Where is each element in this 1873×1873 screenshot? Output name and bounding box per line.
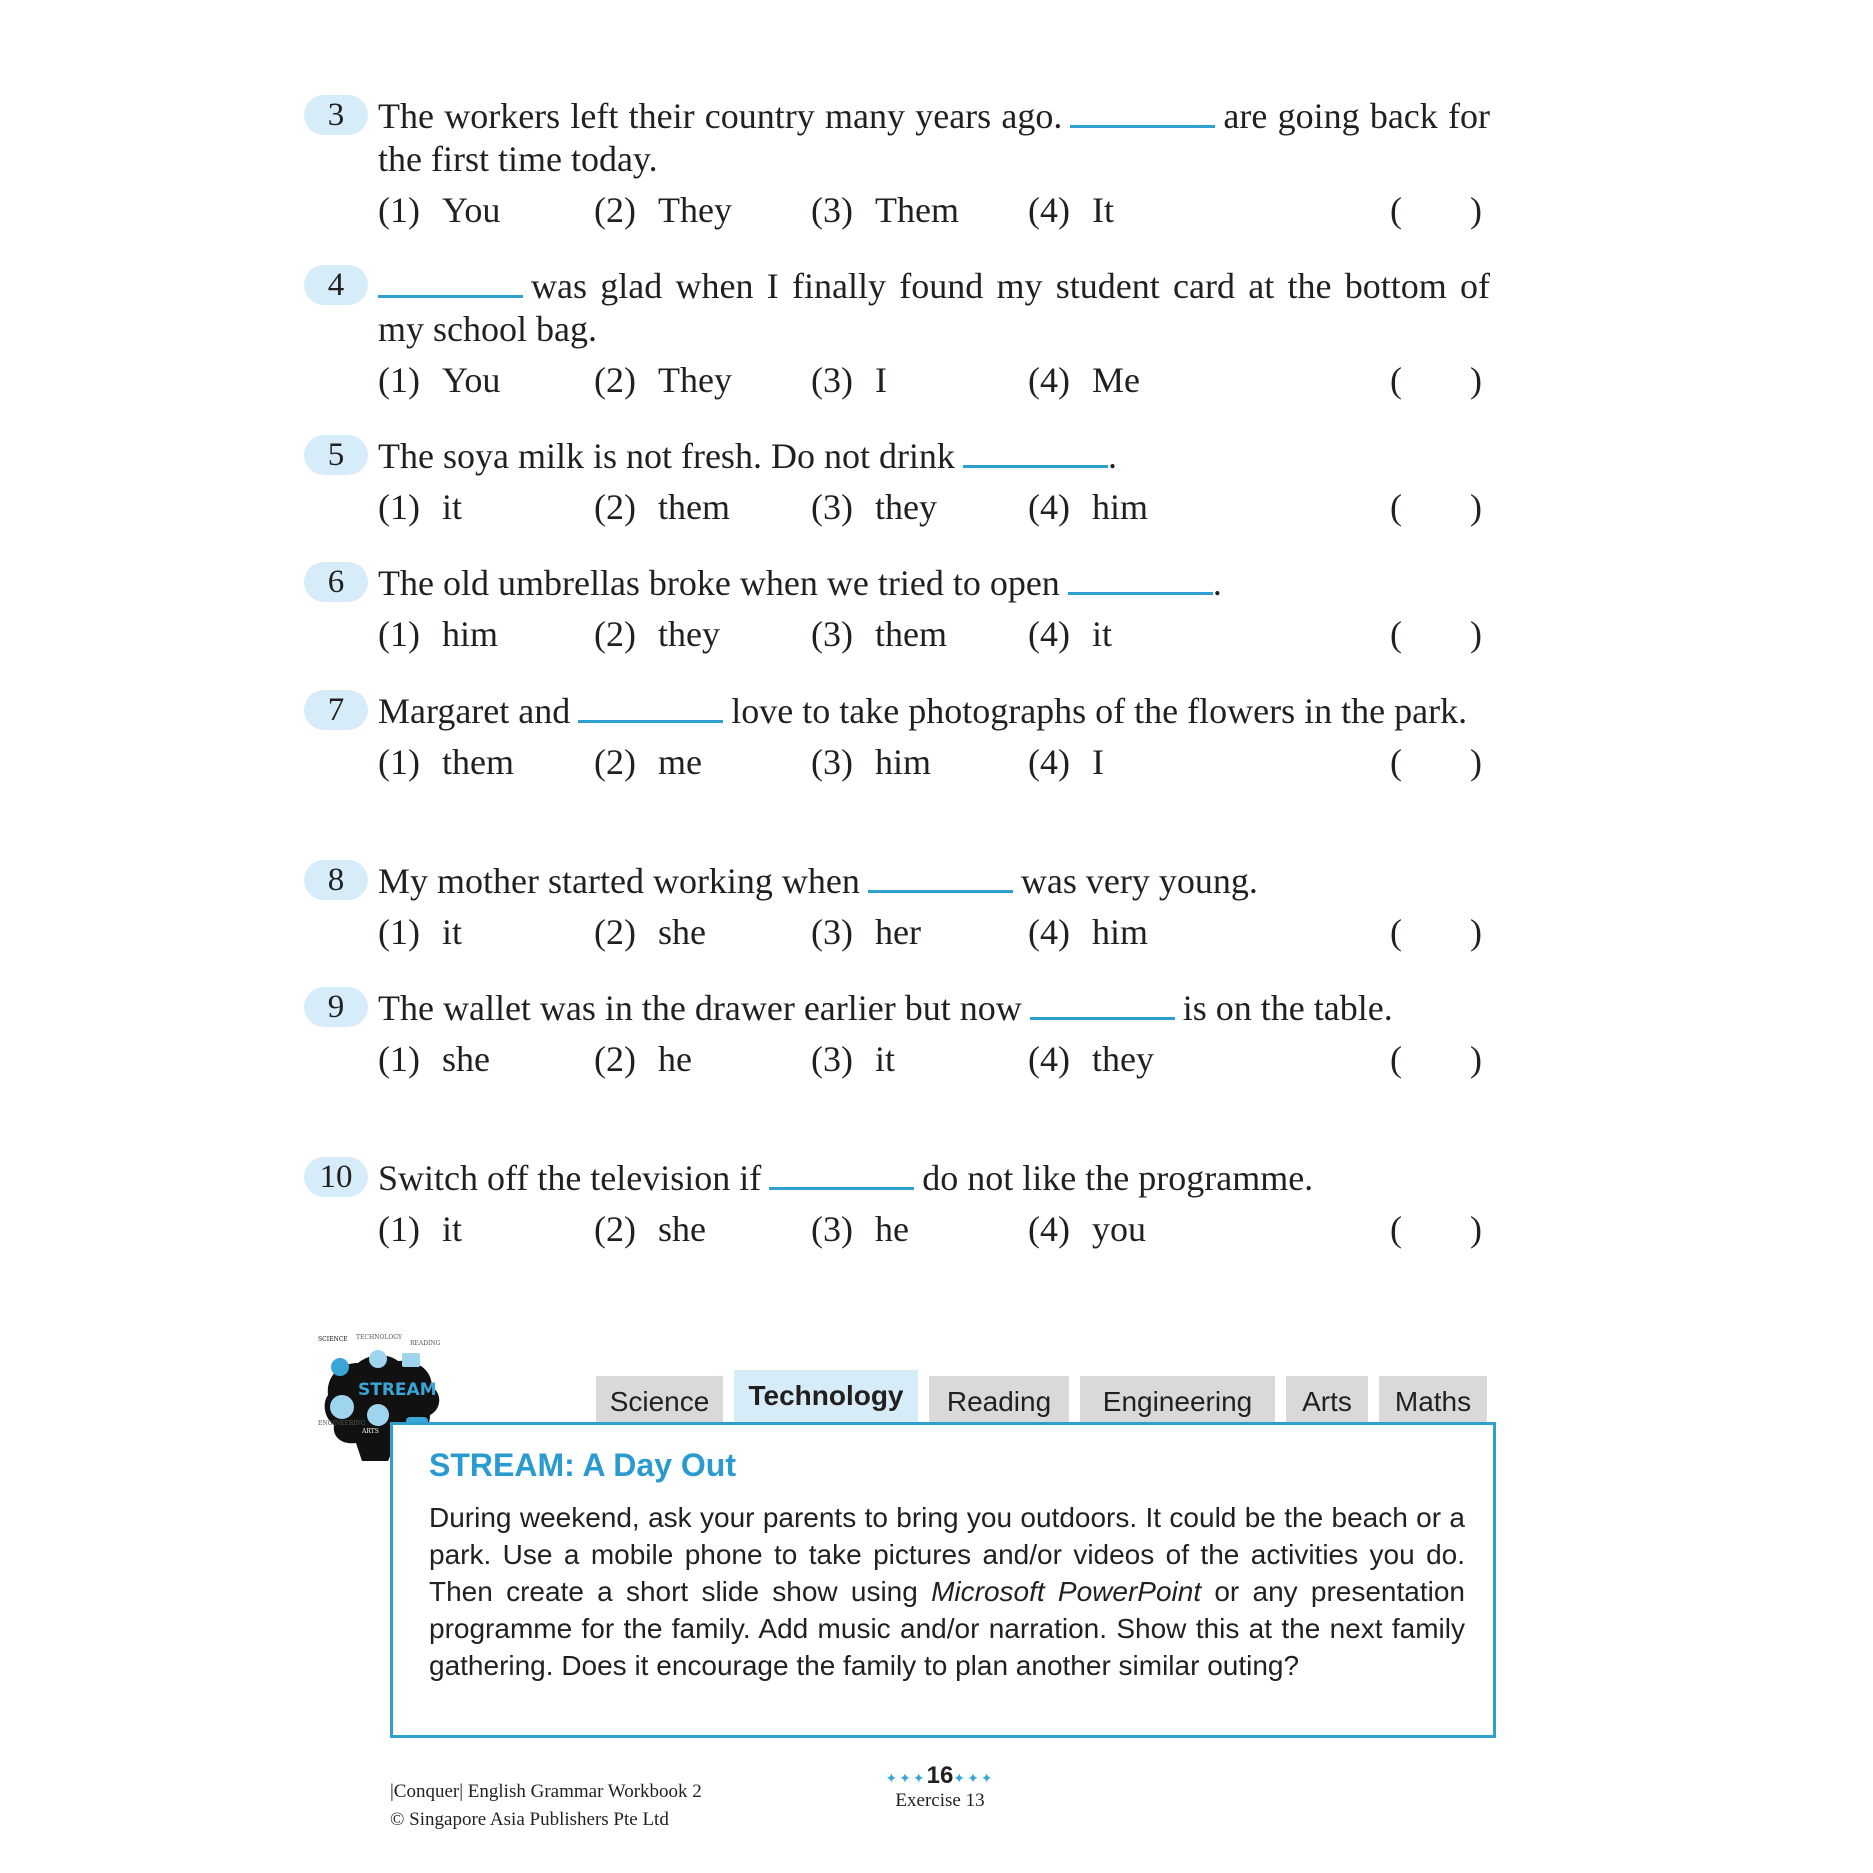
close-paren: ) — [1470, 912, 1482, 952]
question-item — [327, 860, 1490, 954]
question-text-before: Switch off the television if — [378, 1158, 762, 1198]
question-number: 5 — [304, 435, 368, 475]
option-number: (2) — [594, 912, 636, 952]
svg-text:TECHNOLOGY: TECHNOLOGY — [356, 1334, 402, 1341]
question-text — [378, 95, 1490, 181]
question-text-after: are going back for the first time today. — [378, 96, 1490, 179]
option-number: (3) — [811, 190, 853, 230]
option-number: (1) — [378, 614, 420, 654]
close-paren: ) — [1470, 1039, 1482, 1079]
option-3[interactable] — [811, 188, 959, 232]
option-3[interactable] — [811, 485, 937, 529]
question-item — [319, 1157, 1490, 1251]
exercise-label: Exercise 13 — [895, 1790, 985, 1811]
stream-activity-box — [390, 1422, 1496, 1738]
open-paren: ( — [1390, 190, 1402, 230]
option-text: me — [658, 742, 702, 782]
option-number: (1) — [378, 1039, 420, 1079]
star-decoration: ✦✦✦ — [953, 1772, 995, 1787]
question-text-after: . — [1107, 436, 1117, 476]
option-text: her — [875, 912, 921, 952]
option-number: (3) — [811, 487, 853, 527]
option-4[interactable] — [1028, 485, 1148, 529]
option-row — [378, 358, 1490, 402]
option-3[interactable] — [811, 740, 931, 784]
option-number: (3) — [811, 742, 853, 782]
question-item — [327, 435, 1490, 529]
question-text — [378, 860, 1490, 903]
question-number: 4 — [304, 265, 368, 305]
option-1[interactable] — [378, 188, 500, 232]
option-number: (4) — [1028, 360, 1070, 400]
question-text-before: Margaret and — [378, 691, 571, 731]
option-2[interactable] — [594, 910, 706, 954]
option-number: (4) — [1028, 742, 1070, 782]
option-number: (2) — [594, 1039, 636, 1079]
answer-blank[interactable] — [769, 1161, 914, 1190]
question-text-before: My mother started working when — [378, 861, 860, 901]
option-4[interactable] — [1028, 1207, 1146, 1251]
option-1[interactable] — [378, 1207, 462, 1251]
option-2[interactable] — [594, 1037, 692, 1081]
answer-blank[interactable] — [868, 864, 1013, 893]
answer-blank[interactable] — [1068, 566, 1213, 595]
option-text: he — [875, 1209, 909, 1249]
option-text: them — [658, 487, 730, 527]
option-text: Me — [1092, 360, 1140, 400]
question-number: 6 — [304, 562, 368, 602]
option-2[interactable] — [594, 1207, 706, 1251]
question-text-after: . — [1212, 563, 1222, 603]
option-2[interactable] — [594, 740, 702, 784]
answer-blank[interactable] — [578, 694, 723, 723]
option-row — [378, 910, 1490, 954]
option-text: you — [1092, 1209, 1146, 1249]
tab-maths[interactable]: Maths — [1379, 1376, 1487, 1422]
option-4[interactable] — [1028, 740, 1104, 784]
option-text: them — [875, 614, 947, 654]
option-2[interactable] — [594, 612, 720, 656]
tab-science[interactable]: Science — [596, 1376, 723, 1422]
question-item — [327, 95, 1490, 232]
question-text — [378, 435, 1490, 478]
option-number: (2) — [594, 1209, 636, 1249]
footer-page — [870, 1762, 1010, 1812]
close-paren: ) — [1470, 614, 1482, 654]
close-paren: ) — [1470, 487, 1482, 527]
close-paren: ) — [1470, 1209, 1482, 1249]
option-4[interactable] — [1028, 358, 1140, 402]
option-text: she — [658, 912, 706, 952]
svg-text:ARTS: ARTS — [362, 1428, 379, 1435]
question-text-before: The workers left their country many years ago. — [378, 96, 1063, 136]
option-text: You — [442, 190, 501, 230]
close-paren: ) — [1470, 190, 1482, 230]
option-1[interactable] — [378, 1037, 490, 1081]
tab-reading[interactable]: Reading — [929, 1376, 1069, 1422]
option-4[interactable] — [1028, 1037, 1154, 1081]
option-text: Them — [875, 190, 959, 230]
question-text-after: love to take photographs of the flowers in the park. — [731, 691, 1468, 731]
option-number: (3) — [811, 1039, 853, 1079]
close-paren: ) — [1470, 742, 1482, 782]
book-title: |Conquer| English Grammar Workbook 2 — [390, 1781, 702, 1802]
option-number: (2) — [594, 742, 636, 782]
open-paren: ( — [1390, 912, 1402, 952]
question-text-before: The wallet was in the drawer earlier but now — [378, 988, 1022, 1028]
question-number: 8 — [304, 860, 368, 900]
svg-text:SCIENCE: SCIENCE — [318, 1336, 348, 1343]
answer-blank[interactable] — [1070, 99, 1215, 128]
answer-blank[interactable] — [963, 439, 1108, 468]
open-paren: ( — [1390, 1209, 1402, 1249]
option-1[interactable] — [378, 485, 462, 529]
tab-technology[interactable]: Technology — [734, 1370, 918, 1422]
option-row — [378, 1037, 1490, 1081]
option-text: she — [658, 1209, 706, 1249]
option-text: It — [1092, 190, 1114, 230]
option-text: he — [658, 1039, 692, 1079]
option-number: (2) — [594, 190, 636, 230]
option-row — [378, 188, 1490, 232]
option-1[interactable] — [378, 358, 500, 402]
option-number: (1) — [378, 742, 420, 782]
close-paren: ) — [1470, 360, 1482, 400]
question-item — [327, 690, 1490, 784]
option-1[interactable] — [378, 740, 514, 784]
option-text: him — [442, 614, 499, 654]
option-4[interactable] — [1028, 188, 1114, 232]
svg-text:READING: READING — [410, 1340, 441, 1347]
question-text — [378, 987, 1490, 1030]
option-text: them — [442, 742, 514, 782]
option-3[interactable] — [811, 910, 921, 954]
option-number: (4) — [1028, 190, 1070, 230]
question-text-after: was very young. — [1020, 861, 1258, 901]
option-1[interactable] — [378, 612, 498, 656]
option-text: they — [658, 614, 720, 654]
option-row — [378, 612, 1490, 656]
option-number: (1) — [378, 190, 420, 230]
open-paren: ( — [1390, 614, 1402, 654]
question-text — [378, 562, 1490, 605]
page-number: 16 — [926, 1762, 954, 1789]
option-text: They — [658, 360, 732, 400]
option-text: she — [442, 1039, 490, 1079]
option-2[interactable] — [594, 485, 730, 529]
option-number: (4) — [1028, 487, 1070, 527]
option-number: (1) — [378, 360, 420, 400]
option-number: (2) — [594, 360, 636, 400]
option-3[interactable] — [811, 1037, 895, 1081]
stream-body: During weekend, ask your parents to bring you outdoors. It could be the beach or a park. Use a mobile phone to take pictures and/or videos of the activities you do. Then create a short slide show using Microsoft PowerPoint or any presentation programme for the family. Add music and/or narration. Show this at the next family gathering. Does it encourage the family to plan another similar outing? — [429, 1502, 1466, 1681]
option-text: You — [442, 360, 501, 400]
question-text-before: The old umbrellas broke when we tried to open — [378, 563, 1060, 603]
option-text: him — [1092, 912, 1149, 952]
open-paren: ( — [1390, 1039, 1402, 1079]
question-item — [327, 987, 1490, 1081]
question-number: 10 — [304, 1157, 368, 1197]
question-text-after: do not like the programme. — [922, 1158, 1314, 1198]
option-number: (4) — [1028, 614, 1070, 654]
option-3[interactable] — [811, 612, 947, 656]
question-text-after: is on the table. — [1182, 988, 1393, 1028]
option-text: it — [442, 1209, 463, 1249]
option-text: they — [875, 487, 937, 527]
question-text — [378, 1157, 1490, 1200]
tab-arts[interactable]: Arts — [1286, 1376, 1368, 1422]
option-text: him — [1092, 487, 1149, 527]
star-decoration: ✦✦✦ — [885, 1772, 927, 1787]
question-item — [327, 562, 1490, 656]
stream-title: STREAM: A Day Out — [429, 1447, 736, 1483]
question-text — [378, 265, 1490, 351]
option-number: (4) — [1028, 1209, 1070, 1249]
option-text: I — [875, 360, 887, 400]
option-number: (3) — [811, 912, 853, 952]
option-row — [378, 485, 1490, 529]
footer-publisher — [390, 1778, 702, 1834]
question-text-before: The soya milk is not fresh. Do not drink — [378, 436, 955, 476]
option-1[interactable] — [378, 910, 462, 954]
option-number: (3) — [811, 614, 853, 654]
question-number: 3 — [304, 95, 368, 135]
option-2[interactable] — [594, 188, 732, 232]
option-4[interactable] — [1028, 612, 1112, 656]
open-paren: ( — [1390, 742, 1402, 782]
option-number: (1) — [378, 1209, 420, 1249]
option-text: it — [1092, 614, 1113, 654]
option-number: (1) — [378, 487, 420, 527]
question-number: 7 — [304, 690, 368, 730]
option-text: they — [1092, 1039, 1154, 1079]
option-3[interactable] — [811, 1207, 909, 1251]
question-text-after: was glad when I finally found my student card at the bottom of my school bag. — [378, 266, 1490, 349]
option-number: (3) — [811, 1209, 853, 1249]
option-3[interactable] — [811, 358, 887, 402]
stream-logo-text: STREAM — [358, 1380, 437, 1400]
option-row — [378, 740, 1490, 784]
option-number: (1) — [378, 912, 420, 952]
question-text — [378, 690, 1490, 733]
option-text: They — [658, 190, 732, 230]
option-2[interactable] — [594, 358, 732, 402]
option-text: him — [875, 742, 932, 782]
answer-blank[interactable] — [378, 269, 523, 298]
option-text: it — [442, 487, 463, 527]
option-number: (2) — [594, 614, 636, 654]
option-number: (2) — [594, 487, 636, 527]
question-item — [327, 265, 1490, 402]
open-paren: ( — [1390, 487, 1402, 527]
open-paren: ( — [1390, 360, 1402, 400]
option-text: I — [1092, 742, 1104, 782]
question-number: 9 — [304, 987, 368, 1027]
option-text: it — [875, 1039, 896, 1079]
copyright: © Singapore Asia Publishers Pte Ltd — [390, 1809, 669, 1830]
svg-text:ENGINEERING: ENGINEERING — [318, 1420, 366, 1427]
option-number: (4) — [1028, 1039, 1070, 1079]
option-text: it — [442, 912, 463, 952]
answer-blank[interactable] — [1030, 991, 1175, 1020]
option-number: (4) — [1028, 912, 1070, 952]
option-number: (3) — [811, 360, 853, 400]
tab-engineering[interactable]: Engineering — [1080, 1376, 1275, 1422]
option-row — [378, 1207, 1490, 1251]
software-name: Microsoft PowerPoint — [931, 1576, 1202, 1607]
option-4[interactable] — [1028, 910, 1148, 954]
